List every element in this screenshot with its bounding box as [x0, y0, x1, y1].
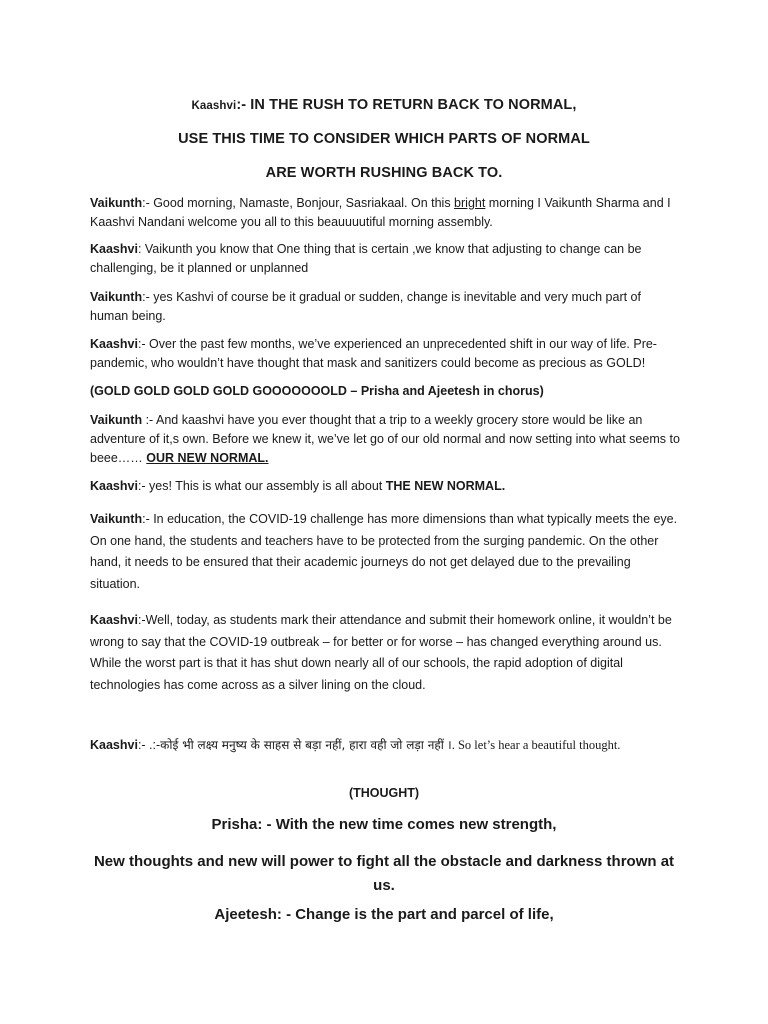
underlined-word: bright [454, 196, 486, 210]
paragraph-kaashvi-change [90, 240, 680, 278]
title-line-3: ARE WORTH RUSHING BACK TO. [265, 165, 503, 181]
speaker-name: Vaikunth [90, 290, 143, 304]
speaker-name: Kaashvi [90, 738, 138, 752]
speaker-name: Kaashvi [90, 613, 138, 627]
paragraph-text: :- .:- [137, 738, 161, 752]
paragraph-kaashvi-hindi-quote [90, 736, 680, 755]
paragraph-vaikunth-inevitable [90, 288, 680, 326]
hindi-quote: कोई भी लक्ष्य मनुष्य के साहस से बड़ा नहीं, हारा वही जो लड़ा नहीं [160, 738, 444, 752]
paragraph-text: morning I Vaikunth Sharma and I Kaashvi Nandani welcome you all to this beauuuutiful morning assembly. [90, 196, 671, 229]
speaker-name: Kaashvi [90, 242, 138, 256]
thought-label: (THOUGHT) [348, 786, 420, 800]
emphasis-text: OUR NEW NORMAL. [146, 451, 269, 465]
speaker-name: Kaashvi [90, 479, 138, 493]
speaker-name: Vaikunth [90, 512, 143, 526]
paragraph-text: :- Over the past few months, we’ve experienced an unprecedented shift in our way of life. Pre-pandemic, who wouldn’t have thought that mask and sanitizers could become as precious as GOLD! [90, 337, 657, 370]
poem-line-2: New thoughts and new will power to fight all the obstacle and darkness thrown at us. [93, 853, 675, 894]
paragraph-text: :- yes Kashvi of course be it gradual or sudden, change is inevitable and very much part of human being. [90, 290, 641, 323]
paragraph-kaashvi-online [90, 610, 680, 696]
title-speaker: Kaashvi [191, 100, 237, 112]
speaker-name: Vaikunth [90, 413, 143, 427]
paragraph-kaashvi-assembly [90, 477, 680, 496]
poem-line-3: Ajeetesh: - Change is the part and parcel of life, [214, 906, 554, 923]
title-text-1: :- IN THE RUSH TO RETURN BACK TO NORMAL, [236, 97, 577, 113]
speaker-name: Kaashvi [90, 337, 138, 351]
emphasis-text: THE NEW NORMAL. [385, 479, 506, 493]
paragraph-vaikunth-grocery [90, 411, 680, 468]
paragraph-text: :- Good morning, Namaste, Bonjour, Sasriakaal. On this [142, 196, 455, 210]
title-line-1 [0, 97, 768, 113]
title-line-2: USE THIS TIME TO CONSIDER WHICH PARTS OF NORMAL [178, 131, 590, 147]
paragraph-vaikunth-greeting [90, 194, 680, 232]
paragraph-text: :- And kaashvi have you ever thought that a trip to a weekly grocery store would be like an adventure of it,s own. Before we knew it, we’ve let go of our old normal and now setting into what seems to beee…… [90, 413, 680, 465]
paragraph-kaashvi-pandemic [90, 335, 680, 373]
paragraph-text: :-Well, today, as students mark their attendance and submit their homework online, it wouldn’t be wrong to say that the COVID-19 outbreak – for better or for worse – has changed everything around us. While the worst part is that it has shut down nearly all of our schools, the rapid adoption of digital technologies has come across as a silver lining on the cloud. [90, 613, 672, 692]
paragraph-vaikunth-education [90, 509, 680, 595]
paragraph-text: : Vaikunth you know that One thing that is certain ,we know that adjusting to change can be challenging, be it planned or unplanned [90, 242, 642, 275]
paragraph-chorus: (GOLD GOLD GOLD GOLD GOOOOOOOLD – Prisha and Ajeetesh in chorus) [90, 384, 544, 398]
paragraph-text: :- In education, the COVID-19 challenge has more dimensions than what typically meets the eye. On one hand, the students and teachers have to be protected from the surging pandemic. On the other hand, it needs to be ensured that their academic journeys do not get delayed due to the prevailing situation. [90, 512, 678, 591]
speaker-name: Vaikunth [90, 196, 143, 210]
paragraph-text: ।. So let’s hear a beautiful thought. [443, 738, 621, 752]
paragraph-text: :- yes! This is what our assembly is all about [137, 479, 386, 493]
poem-line-1: Prisha: - With the new time comes new strength, [211, 816, 557, 833]
